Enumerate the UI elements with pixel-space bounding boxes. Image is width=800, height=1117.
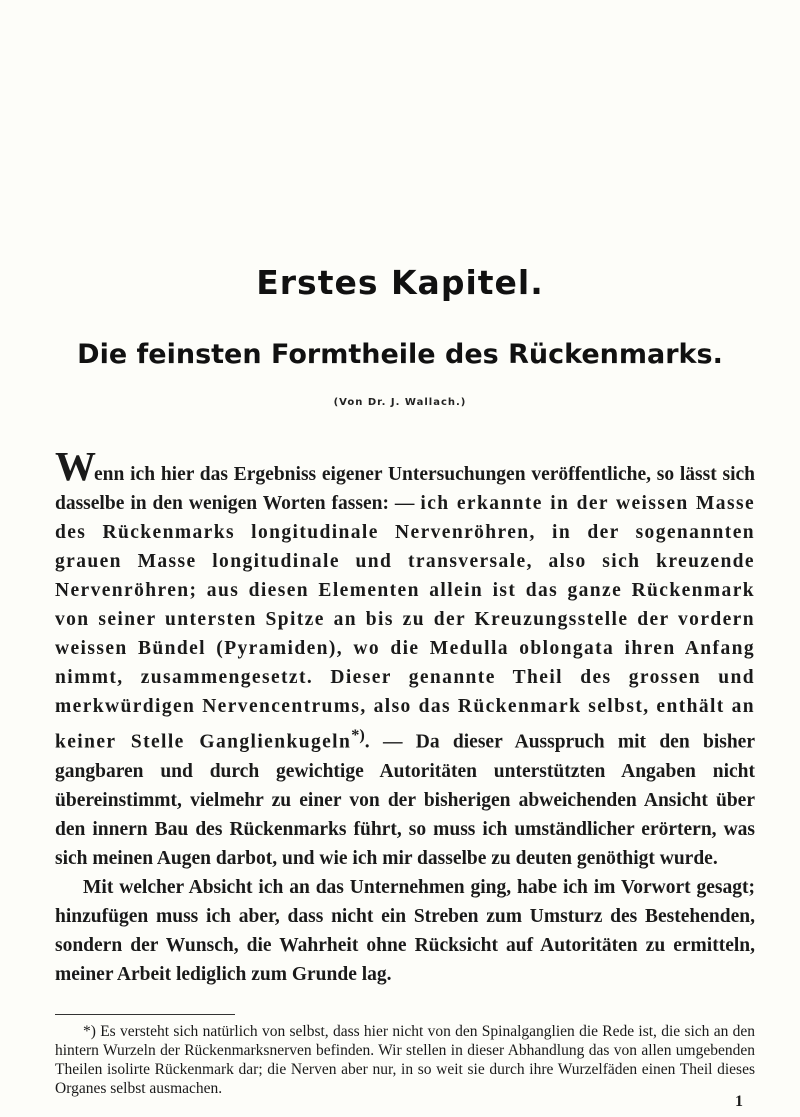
paragraph-1-emphasis: ich erkannte in der weissen Masse des Rückenmarks longitudinale Nervenröhren, in der sogenannten grauen Masse longitudinale und transversale, also sich kreuzende Nervenröhren; aus diesen Elementen allein ist das ganze Rückenmark von seiner untersten Spitze an bis zu der Kreuzungsstelle der vordern weissen Bündel (Pyramiden), wo die Medulla oblongata ihren Anfang nimmt, zusammengesetzt. Dieser genannte Theil des grossen und merkwürdigen Nervencentrums, also das Rückenmark selbst, enthält an keiner Stelle Ganglienkugeln [55,493,755,753]
paragraph-1-rest: . — Da dieser Ausspruch mit den bisher gangbaren und durch gewichtige Autoritäten unterstützten Angaben nicht übereinstimmt, vielmehr zu einer von der bisherigen abweichenden Ansicht über den innern Bau des Rückenmarks führt, so muss ich umständlicher erörtern, was sich meinen Augen darbot, und wie ich mir dasselbe zu deuten genöthigt wurde. [55,731,755,869]
page-number: 1 [735,1093,743,1110]
paragraph-2: Mit welcher Absicht ich an das Unternehmen ging, habe ich im Vorwort gesagt; hinzufügen muss ich aber, dass nicht ein Streben zum Umsturz des Bestehenden, sondern der Wunsch, die Wahrheit ohne Rücksicht auf Autoritäten zu ermitteln, meiner Arbeit lediglich zum Grunde lag. [55,876,755,985]
footnote [55,1022,755,1098]
footnote-divider [55,1014,235,1015]
page-title: Die feinsten Formtheile des Rückenmarks. [77,339,723,370]
chapter-heading: Erstes Kapitel. [256,263,544,302]
paragraph-1 [55,443,755,873]
author-byline: (Von Dr. J. Wallach.) [333,397,467,408]
drop-cap: W [55,443,96,489]
footnote-text: *) Es versteht sich natürlich von selbst, dass hier nicht von den Spinalganglien die Rede ist, die sich an den hintern Wurzeln der Rückenmarksnerven befinden. Wir stellen in dieser Abhandlung das von allen umgebenden Theilen isolirte Rückenmark dar; die Nerven aber nur, in so weit sie durch ihre Wurzelfäden einen Theil dieses Organes selbst ausmachen. [55,1023,755,1097]
footnote-marker: *) [351,726,365,744]
paragraph-1-intro: enn ich hier das Ergebniss eigener Untersuchungen veröffentliche, so lässt sich dasselbe in den wenigen Worten fassen: — [55,464,755,514]
main-text [55,443,755,989]
